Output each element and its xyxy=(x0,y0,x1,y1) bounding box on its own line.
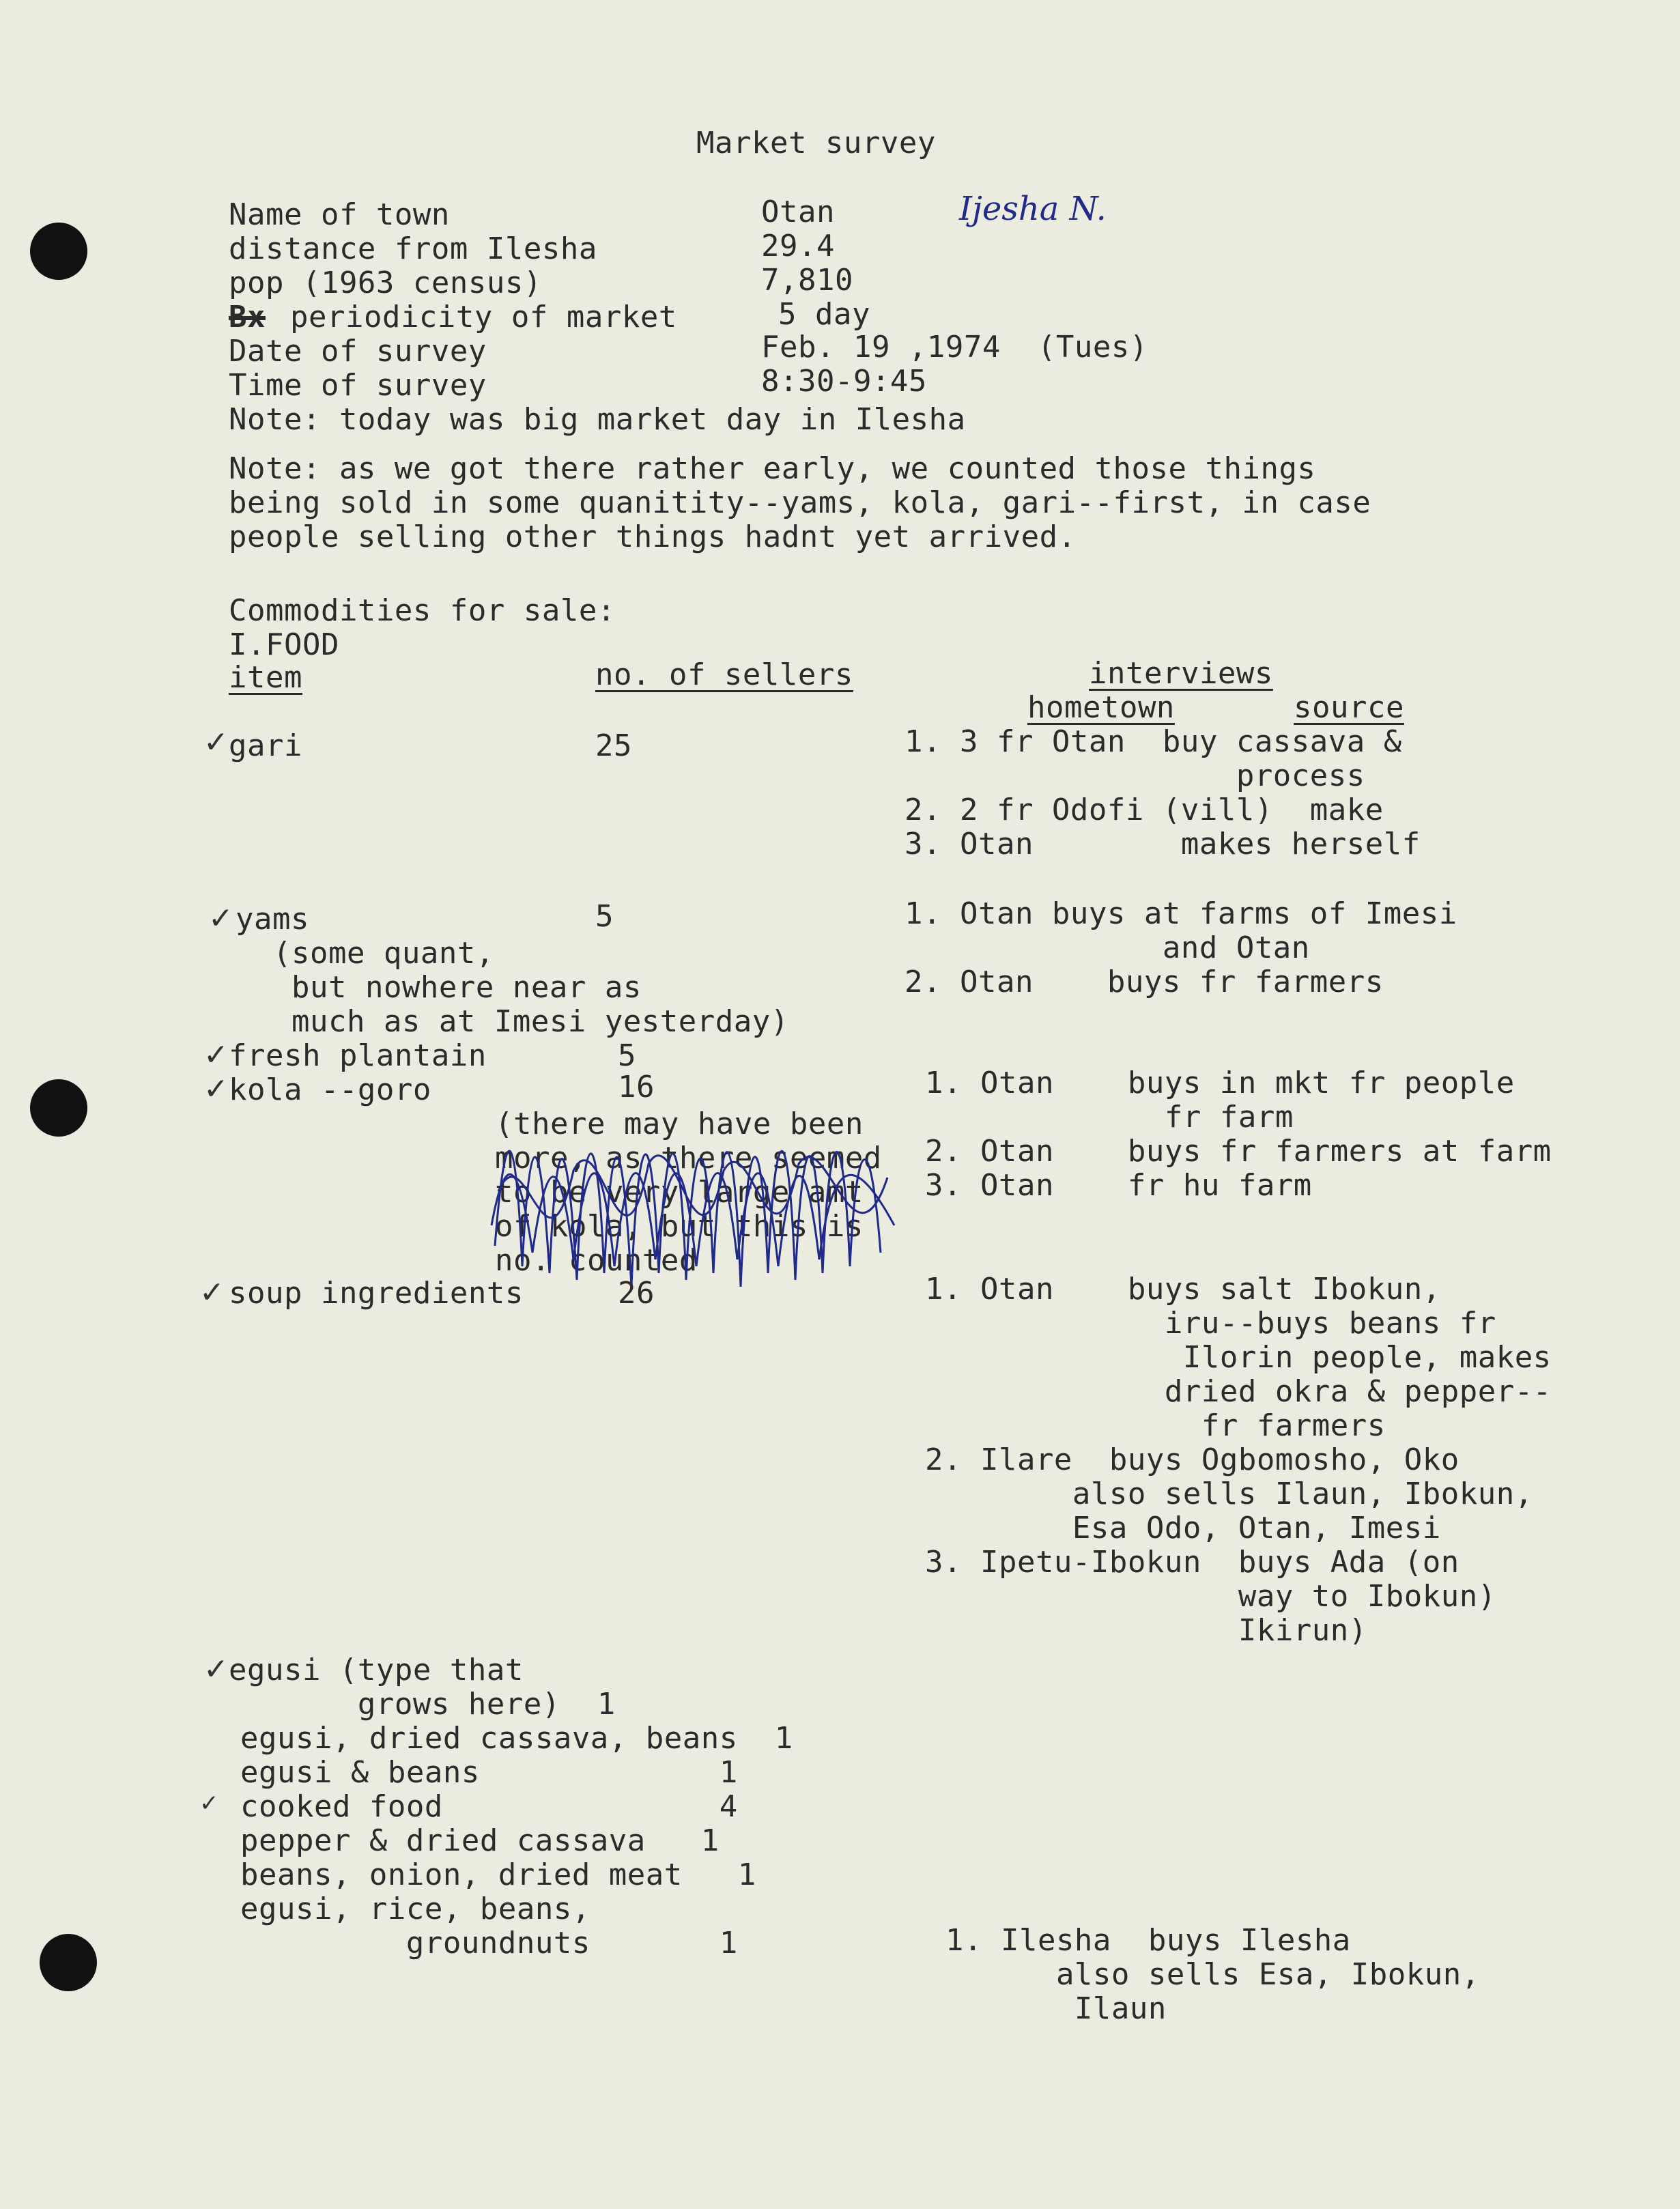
interview-line: 1. Otan buys in mkt fr people xyxy=(925,1066,1515,1100)
field-value-population: 7,810 xyxy=(761,263,853,298)
interview-line: way to Ibokun) xyxy=(925,1579,1496,1614)
field-value-date: Feb. 19 ,1974 (Tues) xyxy=(761,330,1148,365)
interview-line: and Otan xyxy=(905,930,1310,965)
interview-line: 3. Otan makes herself xyxy=(905,827,1421,861)
field-value-town: Otan xyxy=(761,195,835,229)
checkmark-icon: ✓ xyxy=(203,1652,229,1687)
item-line: egusi, dried cassava, beans 1 xyxy=(222,1721,793,1756)
interview-line: Ilaun xyxy=(945,1991,1167,2026)
interview-line: fr farmers xyxy=(925,1408,1386,1443)
field-label-periodicity: periodicity of market xyxy=(290,300,677,334)
interview-line: 1. Ilesha buys Ilesha xyxy=(945,1923,1351,1958)
interview-line: also sells Esa, Ibokun, xyxy=(945,1957,1480,1992)
field-label-time: Time of survey xyxy=(229,368,487,403)
field-label-population: pop (1963 census) xyxy=(229,266,542,300)
interview-line: 3. Otan fr hu farm xyxy=(925,1168,1312,1203)
item-count-gari: 25 xyxy=(595,728,632,763)
field-label-town: Name of town xyxy=(229,197,450,232)
crossed-out-note: no. counted xyxy=(495,1243,698,1278)
commodities-heading: Commodities for sale: xyxy=(229,593,616,628)
checkmark-icon: ✓ xyxy=(208,901,233,936)
item-line: beans, onion, dried meat 1 xyxy=(222,1857,756,1892)
item-line: egusi & beans 1 xyxy=(222,1755,738,1790)
item-count-plantain: 5 xyxy=(618,1038,636,1073)
crossed-out-note: to be very large amt xyxy=(495,1175,864,1210)
binder-hole-top xyxy=(30,223,87,280)
item-line: grows here) 1 xyxy=(229,1687,616,1722)
item-name-plantain: fresh plantain xyxy=(229,1038,487,1073)
item-name-gari: gari xyxy=(229,728,302,763)
field-value-periodicity: 5 day xyxy=(778,297,870,332)
interview-line: 1. Otan buys at farms of Imesi xyxy=(905,896,1457,931)
interview-line: iru--buys beans fr xyxy=(925,1306,1496,1341)
binder-hole-middle xyxy=(30,1079,87,1137)
crossed-out-note: of kola, but this is xyxy=(495,1209,864,1244)
item-line: egusi (type that xyxy=(229,1653,524,1687)
ink-scribble xyxy=(485,1089,908,1307)
column-header-source: source xyxy=(1294,690,1404,725)
note-line: Note: as we got there rather early, we counted those things xyxy=(229,451,1316,486)
interview-line: process xyxy=(905,758,1365,793)
checkmark-icon: ✓ xyxy=(203,725,229,760)
page-title: Market survey xyxy=(696,126,936,160)
crossed-out-note: (there may have been xyxy=(495,1107,864,1141)
item-line: groundnuts 1 xyxy=(222,1926,738,1961)
column-header-interviews: interviews xyxy=(1089,656,1273,691)
interview-line: 1. Otan buys salt Ibokun, xyxy=(925,1272,1441,1307)
item-note: but nowhere near as xyxy=(273,970,642,1005)
checkmark-icon: ✓ xyxy=(199,1275,225,1310)
interview-line: Ilorin people, makes xyxy=(925,1340,1552,1375)
field-struck-prefix: Bx xyxy=(229,300,266,334)
note-market-day: Note: today was big market day in Ilesha xyxy=(229,402,966,437)
interview-line: 2. 2 fr Odofi (vill) make xyxy=(905,793,1384,827)
checkmark-icon: ✓ xyxy=(203,1038,229,1072)
item-count-yams: 5 xyxy=(595,899,614,934)
field-value-time: 8:30-9:45 xyxy=(761,364,927,399)
interview-line: 3. Ipetu-Ibokun buys Ada (on xyxy=(925,1545,1460,1580)
column-header-sellers: no. of sellers xyxy=(595,657,853,692)
interview-line: 2. Otan buys fr farmers xyxy=(905,965,1384,999)
crossed-out-note: more, as there seemed xyxy=(495,1141,882,1175)
item-name-soup: soup ingredients xyxy=(229,1276,524,1311)
interview-line: dried okra & pepper-- xyxy=(925,1374,1552,1409)
note-line: people selling other things hadnt yet arrived. xyxy=(229,519,1077,554)
column-header-item: item xyxy=(229,660,302,695)
interview-line: Ikirun) xyxy=(925,1613,1367,1648)
section-heading: I.FOOD xyxy=(229,627,339,662)
binder-hole-bottom xyxy=(40,1934,97,1991)
interview-line: fr farm xyxy=(925,1100,1294,1135)
interview-line: Esa Odo, Otan, Imesi xyxy=(925,1511,1441,1545)
item-name-yams: yams xyxy=(236,902,309,937)
interview-line: 1. 3 fr Otan buy cassava & xyxy=(905,724,1402,759)
interview-line: 2. Ilare buys Ogbomosho, Oko xyxy=(925,1442,1460,1477)
interview-line: 2. Otan buys fr farmers at farm xyxy=(925,1134,1552,1169)
item-count-kola: 16 xyxy=(618,1070,655,1104)
handwritten-annotation: Ijesha N. xyxy=(959,190,1107,228)
note-line: being sold in some quanitity--yams, kola, gari--first, in case xyxy=(229,485,1371,520)
item-count-soup: 26 xyxy=(618,1276,655,1311)
checkmark-icon: ✓ xyxy=(199,1790,219,1817)
item-line: pepper & dried cassava 1 xyxy=(222,1823,720,1858)
column-header-hometown: hometown xyxy=(1027,690,1175,725)
field-label-date: Date of survey xyxy=(229,334,487,369)
interview-line: also sells Ilaun, Ibokun, xyxy=(925,1477,1533,1511)
item-line: cooked food 4 xyxy=(222,1789,738,1824)
item-note: much as at Imesi yesterday) xyxy=(273,1004,789,1039)
checkmark-icon: ✓ xyxy=(203,1072,229,1107)
field-label-distance: distance from Ilesha xyxy=(229,231,597,266)
item-name-kola: kola --goro xyxy=(229,1072,431,1107)
item-line: egusi, rice, beans, xyxy=(222,1892,590,1926)
field-value-distance: 29.4 xyxy=(761,229,835,263)
item-note: (some quant, xyxy=(273,936,494,971)
